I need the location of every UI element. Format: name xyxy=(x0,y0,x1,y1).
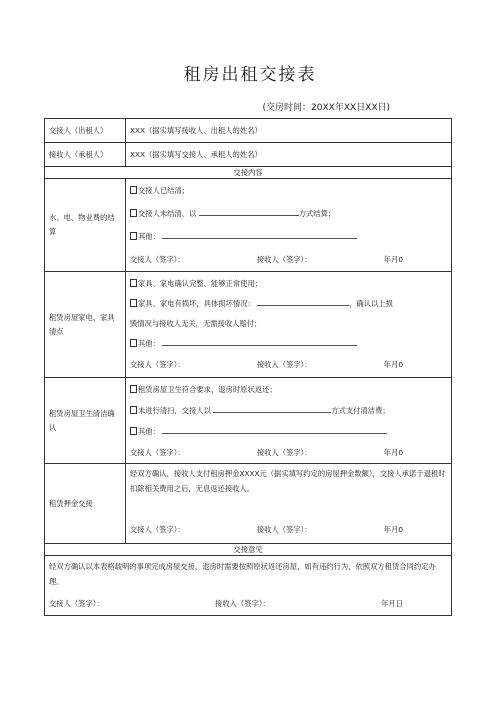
signature-date: 年月日 xyxy=(381,599,403,608)
handover-signature: 交接人（签字）： xyxy=(49,599,104,608)
deposit-cell xyxy=(126,464,452,544)
appliances-cell xyxy=(126,272,452,378)
blank-line[interactable] xyxy=(162,336,357,346)
handover-signature: 交接人（签字）： xyxy=(130,447,185,457)
handover-table xyxy=(44,118,452,616)
receiver-signature: 接收人（签字）： xyxy=(256,255,312,264)
handover-signature: 交接人（签字）： xyxy=(130,359,185,369)
option-row xyxy=(130,314,447,334)
receiver-person-value: XXX（据实填写交接人、承租人的姓名） xyxy=(126,143,452,167)
table-row xyxy=(45,167,452,179)
checkbox[interactable] xyxy=(130,427,137,435)
option-text: 其他： xyxy=(138,426,160,436)
blank-line[interactable] xyxy=(213,403,331,413)
checkbox[interactable] xyxy=(130,385,137,393)
option-text: 毁情况与接收人无关，无需接收人赔付； xyxy=(130,318,262,328)
table-row xyxy=(45,119,452,143)
option-text: 其他： xyxy=(138,232,160,241)
table-row xyxy=(45,378,452,464)
option-row xyxy=(130,400,447,421)
checkbox[interactable] xyxy=(130,232,137,240)
option-row xyxy=(130,179,447,202)
blank-line[interactable] xyxy=(162,424,387,434)
option-text: 家具、家电有损坏，具体损坏情况： xyxy=(138,298,255,308)
checkbox[interactable] xyxy=(130,279,137,287)
option-text: 交接人未结清，以 xyxy=(138,209,197,218)
checkbox[interactable] xyxy=(130,186,137,194)
deposit-text: 经双方确认，接收人支付租房押金XXXX元（据实填写约定的房屋押金数额），交接人承诺于退租时扣除相关费用之后，无息返还接收人。 xyxy=(130,469,446,493)
signature-row xyxy=(130,518,447,542)
table-row xyxy=(45,464,452,544)
option-text: 其他： xyxy=(138,338,160,348)
table-row xyxy=(45,272,452,378)
option-row xyxy=(130,334,447,354)
signature-row xyxy=(130,442,447,463)
option-row xyxy=(130,274,447,294)
table-row xyxy=(45,544,452,556)
option-text: 交接人已结清； xyxy=(138,186,190,195)
option-text: 租赁房屋卫生符合要求，退房时原状返还； xyxy=(138,384,277,394)
signature-date: 年月0 xyxy=(383,525,403,534)
handover-person-value: XXX（据实填写接收人、出租人的姓名） xyxy=(126,119,452,143)
cleaning-label: 租赁房屋卫生清洁确认 xyxy=(45,378,126,464)
option-text: 未进行清扫，交接人以 xyxy=(138,405,211,415)
option-row xyxy=(130,379,447,400)
handover-person-label: 交接人（出租人） xyxy=(45,119,126,143)
signature-row xyxy=(130,354,447,376)
opinion-text: 经双方确认以本表格载明的事项完成房屋交接，退房时需要按照原状返还房屋，如有违约行为，依照双方租赁合同约定办理。 xyxy=(49,562,436,586)
receiver-signature: 接收入（签字）： xyxy=(256,359,312,369)
signature-row xyxy=(130,248,447,271)
opinion-header: 交接意见 xyxy=(45,544,452,556)
handover-date: (交房时间：20XX年XX日XX日) xyxy=(262,103,390,113)
utilities-cell xyxy=(126,179,452,272)
option-row xyxy=(130,202,447,225)
utilities-label: 水、电、物业费的结算 xyxy=(45,179,126,272)
checkbox[interactable] xyxy=(130,339,137,347)
option-text: 家具、家电确认完整、能够正常使用； xyxy=(138,278,263,288)
signature-date: 年月0 xyxy=(383,447,403,457)
checkbox[interactable] xyxy=(130,299,137,307)
receiver-signature: 接收人（签字）： xyxy=(256,447,312,457)
option-text: 方式结算； xyxy=(298,209,336,218)
content-header: 交接内容 xyxy=(45,167,452,179)
checkbox[interactable] xyxy=(130,209,137,217)
signature-date: 年月0 xyxy=(383,359,403,369)
blank-line[interactable] xyxy=(257,296,349,306)
deposit-label: 租赁押金交接 xyxy=(45,464,126,544)
handover-signature: 交接人（签字）： xyxy=(130,525,185,534)
option-text: ，确认以上损 xyxy=(349,298,393,308)
receiver-signature: 接收入（签字）： xyxy=(215,599,270,608)
opinion-cell xyxy=(45,556,452,616)
receiver-person-label: 接收人（承租人） xyxy=(45,143,126,167)
option-text: 方式支付清洁费； xyxy=(331,405,390,415)
signature-date: 年月0 xyxy=(383,255,403,264)
option-row xyxy=(130,421,447,442)
appliances-label: 租赁房屋家电、家具清点 xyxy=(45,272,126,378)
table-row xyxy=(45,179,452,272)
option-row xyxy=(130,225,447,248)
blank-line[interactable] xyxy=(199,206,299,216)
handover-signature: 交接人（签字）： xyxy=(130,255,185,264)
cleaning-cell xyxy=(126,378,452,464)
table-row xyxy=(45,556,452,616)
blank-line[interactable] xyxy=(162,229,357,239)
form-title: 租房出租交接表 xyxy=(183,65,317,85)
signature-row xyxy=(49,593,447,615)
checkbox[interactable] xyxy=(130,406,137,414)
option-row xyxy=(130,294,447,314)
receiver-signature: 接收人（签字）： xyxy=(256,525,312,534)
table-row xyxy=(45,143,452,167)
